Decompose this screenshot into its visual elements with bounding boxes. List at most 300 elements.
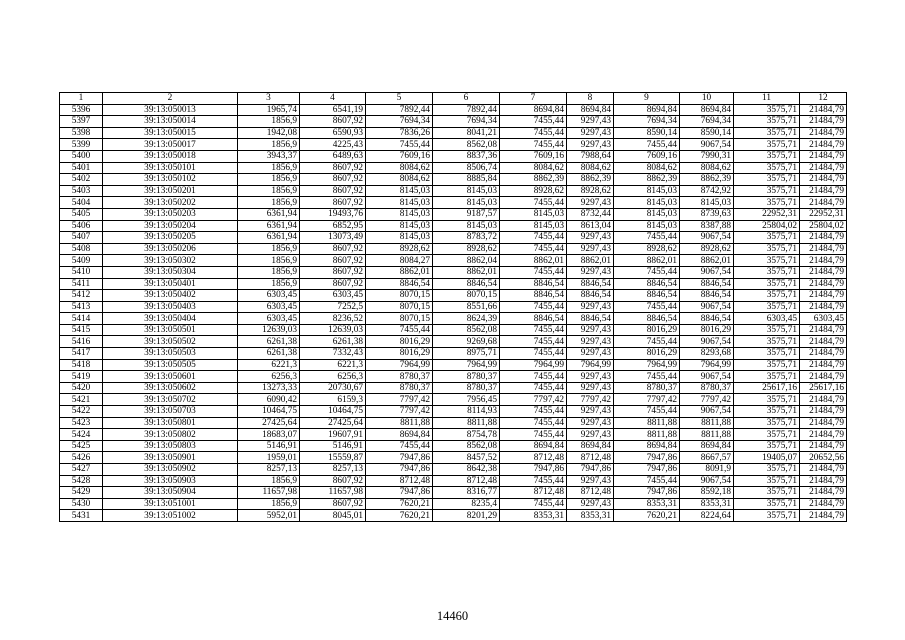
value-cell: 9297,43 xyxy=(567,371,614,383)
value-cell: 3575,71 xyxy=(734,371,800,383)
value-cell: 7947,86 xyxy=(366,487,433,499)
value-cell: 3575,71 xyxy=(734,440,800,452)
value-cell: 13073,49 xyxy=(300,232,366,244)
row-number-cell: 5413 xyxy=(60,301,103,313)
value-cell: 8694,84 xyxy=(567,440,614,452)
value-cell: 8928,62 xyxy=(614,243,680,255)
value-cell: 3575,71 xyxy=(734,162,800,174)
value-cell: 1856,9 xyxy=(238,116,300,128)
value-cell: 21484,79 xyxy=(800,185,847,197)
row-number-cell: 5396 xyxy=(60,104,103,116)
value-cell: 8862,01 xyxy=(680,255,734,267)
cadastral-number-cell: 39:13:050901 xyxy=(103,452,238,464)
value-cell: 1942,08 xyxy=(238,127,300,139)
value-cell: 21484,79 xyxy=(800,359,847,371)
value-cell: 7455,44 xyxy=(500,498,567,510)
value-cell: 7694,34 xyxy=(680,116,734,128)
value-cell: 8712,48 xyxy=(567,452,614,464)
row-number-cell: 5402 xyxy=(60,174,103,186)
value-cell: 6303,45 xyxy=(800,313,847,325)
value-cell: 9067,54 xyxy=(680,301,734,313)
value-cell: 8846,54 xyxy=(500,278,567,290)
cadastral-number-cell: 39:13:050404 xyxy=(103,313,238,325)
value-cell: 6261,38 xyxy=(238,348,300,360)
value-cell: 3575,71 xyxy=(734,464,800,476)
value-cell: 7797,42 xyxy=(500,394,567,406)
value-cell: 21484,79 xyxy=(800,197,847,209)
value-cell: 21484,79 xyxy=(800,348,847,360)
value-cell: 9297,43 xyxy=(567,243,614,255)
value-cell: 8846,54 xyxy=(614,290,680,302)
value-cell: 21484,79 xyxy=(800,243,847,255)
value-cell: 7956,45 xyxy=(433,394,500,406)
value-cell: 3575,71 xyxy=(734,232,800,244)
value-cell: 6303,45 xyxy=(238,290,300,302)
row-number-cell: 5424 xyxy=(60,429,103,441)
value-cell: 5952,01 xyxy=(238,510,300,522)
value-cell: 1856,9 xyxy=(238,162,300,174)
row-number-cell: 5431 xyxy=(60,510,103,522)
cadastral-number-cell: 39:13:050018 xyxy=(103,150,238,162)
value-cell: 9269,68 xyxy=(433,336,500,348)
value-cell: 8070,15 xyxy=(366,290,433,302)
value-cell: 8846,54 xyxy=(567,278,614,290)
value-cell: 7620,21 xyxy=(366,498,433,510)
value-cell: 8811,88 xyxy=(366,417,433,429)
value-cell: 8811,88 xyxy=(614,417,680,429)
value-cell: 8607,92 xyxy=(300,278,366,290)
table-row xyxy=(60,487,847,499)
table-row xyxy=(60,406,847,418)
value-cell: 8016,29 xyxy=(366,348,433,360)
value-cell: 6361,94 xyxy=(238,208,300,220)
value-cell: 7455,44 xyxy=(500,406,567,418)
row-number-cell: 5409 xyxy=(60,255,103,267)
value-cell: 8846,54 xyxy=(614,278,680,290)
table-row xyxy=(60,452,847,464)
data-table xyxy=(59,92,847,522)
value-cell: 20730,67 xyxy=(300,382,366,394)
table-row xyxy=(60,139,847,151)
table-row xyxy=(60,220,847,232)
value-cell: 8846,54 xyxy=(567,313,614,325)
value-cell: 8811,88 xyxy=(680,417,734,429)
cadastral-number-cell: 39:13:050904 xyxy=(103,487,238,499)
value-cell: 8257,13 xyxy=(300,464,366,476)
value-cell: 3575,71 xyxy=(734,266,800,278)
value-cell: 8846,54 xyxy=(614,313,680,325)
value-cell: 8236,52 xyxy=(300,313,366,325)
value-cell: 27425,64 xyxy=(238,417,300,429)
value-cell: 6852,95 xyxy=(300,220,366,232)
value-cell: 9297,43 xyxy=(567,406,614,418)
value-cell: 9297,43 xyxy=(567,197,614,209)
row-number-cell: 5420 xyxy=(60,382,103,394)
value-cell: 6256,3 xyxy=(300,371,366,383)
value-cell: 6361,94 xyxy=(238,232,300,244)
value-cell: 8694,84 xyxy=(680,440,734,452)
cadastral-number-cell: 39:13:050402 xyxy=(103,290,238,302)
value-cell: 9297,43 xyxy=(567,139,614,151)
value-cell: 8145,03 xyxy=(614,220,680,232)
value-cell: 27425,64 xyxy=(300,417,366,429)
value-cell: 7455,44 xyxy=(614,139,680,151)
row-number-cell: 5398 xyxy=(60,127,103,139)
value-cell: 3575,71 xyxy=(734,185,800,197)
value-cell: 8084,62 xyxy=(567,162,614,174)
table-row xyxy=(60,150,847,162)
cadastral-number-cell: 39:13:050201 xyxy=(103,185,238,197)
value-cell: 8145,03 xyxy=(500,220,567,232)
value-cell: 7455,44 xyxy=(500,197,567,209)
value-cell: 21484,79 xyxy=(800,487,847,499)
value-cell: 19607,91 xyxy=(300,429,366,441)
value-cell: 7609,16 xyxy=(500,150,567,162)
value-cell: 8257,13 xyxy=(238,464,300,476)
value-cell: 8607,92 xyxy=(300,498,366,510)
value-cell: 8201,29 xyxy=(433,510,500,522)
value-cell: 9297,43 xyxy=(567,382,614,394)
value-cell: 6361,94 xyxy=(238,220,300,232)
value-cell: 8506,74 xyxy=(433,162,500,174)
table-row xyxy=(60,348,847,360)
value-cell: 7455,44 xyxy=(500,301,567,313)
table-row xyxy=(60,197,847,209)
value-cell: 1856,9 xyxy=(238,266,300,278)
value-cell: 8837,36 xyxy=(433,150,500,162)
table-row xyxy=(60,116,847,128)
value-cell: 21484,79 xyxy=(800,174,847,186)
value-cell: 8145,03 xyxy=(366,208,433,220)
value-cell: 7455,44 xyxy=(614,475,680,487)
value-cell: 7455,44 xyxy=(614,371,680,383)
value-cell: 8780,37 xyxy=(366,382,433,394)
value-cell: 3575,71 xyxy=(734,290,800,302)
value-cell: 7252,5 xyxy=(300,301,366,313)
row-number-cell: 5403 xyxy=(60,185,103,197)
value-cell: 8016,29 xyxy=(680,324,734,336)
value-cell: 8562,08 xyxy=(433,440,500,452)
value-cell: 9067,54 xyxy=(680,406,734,418)
value-cell: 9297,43 xyxy=(567,417,614,429)
value-cell: 8862,01 xyxy=(614,255,680,267)
value-cell: 8928,62 xyxy=(433,243,500,255)
column-header: 4 xyxy=(300,93,366,105)
value-cell: 8353,31 xyxy=(567,510,614,522)
value-cell: 21484,79 xyxy=(800,429,847,441)
value-cell: 7455,44 xyxy=(614,301,680,313)
value-cell: 8145,03 xyxy=(500,208,567,220)
value-cell: 12639,03 xyxy=(238,324,300,336)
value-cell: 7947,86 xyxy=(366,464,433,476)
value-cell: 7455,44 xyxy=(500,417,567,429)
value-cell: 8016,29 xyxy=(614,348,680,360)
table-row xyxy=(60,104,847,116)
value-cell: 6590,93 xyxy=(300,127,366,139)
cadastral-number-cell: 39:13:050903 xyxy=(103,475,238,487)
cadastral-number-cell: 39:13:050101 xyxy=(103,162,238,174)
value-cell: 1965,74 xyxy=(238,104,300,116)
value-cell: 9297,43 xyxy=(567,232,614,244)
row-number-cell: 5422 xyxy=(60,406,103,418)
value-cell: 8694,84 xyxy=(614,104,680,116)
value-cell: 9297,43 xyxy=(567,324,614,336)
value-cell: 8694,84 xyxy=(614,440,680,452)
value-cell: 1856,9 xyxy=(238,197,300,209)
value-cell: 8562,08 xyxy=(433,324,500,336)
value-cell: 8607,92 xyxy=(300,266,366,278)
cadastral-number-cell: 39:13:051001 xyxy=(103,498,238,510)
value-cell: 8607,92 xyxy=(300,255,366,267)
value-cell: 8862,39 xyxy=(614,174,680,186)
value-cell: 21484,79 xyxy=(800,498,847,510)
value-cell: 8975,71 xyxy=(433,348,500,360)
value-cell: 21484,79 xyxy=(800,406,847,418)
value-cell: 3575,71 xyxy=(734,104,800,116)
value-cell: 8145,03 xyxy=(433,220,500,232)
value-cell: 8084,62 xyxy=(614,162,680,174)
value-cell: 8732,44 xyxy=(567,208,614,220)
cadastral-number-cell: 39:13:050102 xyxy=(103,174,238,186)
value-cell: 8084,62 xyxy=(366,174,433,186)
value-cell: 3943,37 xyxy=(238,150,300,162)
value-cell: 21484,79 xyxy=(800,290,847,302)
value-cell: 8607,92 xyxy=(300,475,366,487)
value-cell: 8624,39 xyxy=(433,313,500,325)
value-cell: 8316,77 xyxy=(433,487,500,499)
value-cell: 7455,44 xyxy=(500,127,567,139)
value-cell: 8145,03 xyxy=(366,185,433,197)
value-cell: 25804,02 xyxy=(800,220,847,232)
row-number-cell: 5397 xyxy=(60,116,103,128)
value-cell: 9067,54 xyxy=(680,232,734,244)
value-cell: 8016,29 xyxy=(366,336,433,348)
value-cell: 9297,43 xyxy=(567,348,614,360)
value-cell: 8070,15 xyxy=(366,313,433,325)
value-cell: 7964,99 xyxy=(366,359,433,371)
table-row xyxy=(60,174,847,186)
value-cell: 21484,79 xyxy=(800,266,847,278)
value-cell: 19405,07 xyxy=(734,452,800,464)
value-cell: 8562,08 xyxy=(433,139,500,151)
value-cell: 8070,15 xyxy=(366,301,433,313)
cadastral-number-cell: 39:13:050403 xyxy=(103,301,238,313)
row-number-cell: 5430 xyxy=(60,498,103,510)
cadastral-number-cell: 39:13:050204 xyxy=(103,220,238,232)
value-cell: 21484,79 xyxy=(800,116,847,128)
value-cell: 7947,86 xyxy=(614,487,680,499)
value-cell: 7694,34 xyxy=(366,116,433,128)
row-number-cell: 5427 xyxy=(60,464,103,476)
value-cell: 11657,98 xyxy=(300,487,366,499)
value-cell: 3575,71 xyxy=(734,429,800,441)
value-cell: 7964,99 xyxy=(680,359,734,371)
value-cell: 3575,71 xyxy=(734,394,800,406)
value-cell: 6303,45 xyxy=(734,313,800,325)
value-cell: 1856,9 xyxy=(238,174,300,186)
value-cell: 8742,92 xyxy=(680,185,734,197)
value-cell: 3575,71 xyxy=(734,197,800,209)
column-header: 8 xyxy=(567,93,614,105)
value-cell: 8862,01 xyxy=(500,255,567,267)
column-header: 3 xyxy=(238,93,300,105)
cadastral-number-cell: 39:13:050015 xyxy=(103,127,238,139)
value-cell: 8353,31 xyxy=(680,498,734,510)
value-cell: 8091,9 xyxy=(680,464,734,476)
value-cell: 3575,71 xyxy=(734,116,800,128)
value-cell: 8590,14 xyxy=(614,127,680,139)
value-cell: 7455,44 xyxy=(500,336,567,348)
row-number-cell: 5417 xyxy=(60,348,103,360)
value-cell: 3575,71 xyxy=(734,510,800,522)
value-cell: 8070,15 xyxy=(433,290,500,302)
value-cell: 7947,86 xyxy=(500,464,567,476)
value-cell: 8016,29 xyxy=(614,324,680,336)
value-cell: 3575,71 xyxy=(734,174,800,186)
value-cell: 8783,72 xyxy=(433,232,500,244)
cadastral-number-cell: 39:13:050014 xyxy=(103,116,238,128)
value-cell: 8145,03 xyxy=(614,185,680,197)
value-cell: 8353,31 xyxy=(500,510,567,522)
value-cell: 8551,66 xyxy=(433,301,500,313)
value-cell: 8811,88 xyxy=(614,429,680,441)
value-cell: 8084,62 xyxy=(680,162,734,174)
value-cell: 7455,44 xyxy=(366,440,433,452)
value-cell: 6090,42 xyxy=(238,394,300,406)
value-cell: 21484,79 xyxy=(800,417,847,429)
column-header: 9 xyxy=(614,93,680,105)
cadastral-number-cell: 39:13:050013 xyxy=(103,104,238,116)
row-number-cell: 5401 xyxy=(60,162,103,174)
row-number-cell: 5416 xyxy=(60,336,103,348)
value-cell: 6261,38 xyxy=(238,336,300,348)
cadastral-number-cell: 39:13:050703 xyxy=(103,406,238,418)
value-cell: 8613,04 xyxy=(567,220,614,232)
value-cell: 7836,26 xyxy=(366,127,433,139)
value-cell: 8928,62 xyxy=(680,243,734,255)
table-row xyxy=(60,475,847,487)
value-cell: 8694,84 xyxy=(366,429,433,441)
table-row xyxy=(60,498,847,510)
value-cell: 8780,37 xyxy=(614,382,680,394)
value-cell: 8862,39 xyxy=(567,174,614,186)
value-cell: 5146,91 xyxy=(300,440,366,452)
value-cell: 7797,42 xyxy=(366,406,433,418)
value-cell: 3575,71 xyxy=(734,255,800,267)
value-cell: 8607,92 xyxy=(300,162,366,174)
table-row xyxy=(60,510,847,522)
value-cell: 8928,62 xyxy=(567,185,614,197)
value-cell: 7455,44 xyxy=(500,475,567,487)
value-cell: 3575,71 xyxy=(734,336,800,348)
value-cell: 10464,75 xyxy=(238,406,300,418)
value-cell: 7620,21 xyxy=(366,510,433,522)
table-row xyxy=(60,232,847,244)
value-cell: 8607,92 xyxy=(300,185,366,197)
cadastral-number-cell: 39:13:050803 xyxy=(103,440,238,452)
value-cell: 21484,79 xyxy=(800,464,847,476)
table-row xyxy=(60,464,847,476)
value-cell: 8607,92 xyxy=(300,116,366,128)
row-number-cell: 5419 xyxy=(60,371,103,383)
value-cell: 8590,14 xyxy=(680,127,734,139)
value-cell: 8846,54 xyxy=(567,290,614,302)
value-cell: 7964,99 xyxy=(500,359,567,371)
value-cell: 8862,39 xyxy=(680,174,734,186)
value-cell: 8457,52 xyxy=(433,452,500,464)
value-cell: 8846,54 xyxy=(366,278,433,290)
value-cell: 8235,4 xyxy=(433,498,500,510)
table-row xyxy=(60,266,847,278)
column-header: 7 xyxy=(500,93,567,105)
value-cell: 7797,42 xyxy=(614,394,680,406)
value-cell: 8224,64 xyxy=(680,510,734,522)
value-cell: 8041,21 xyxy=(433,127,500,139)
value-cell: 8846,54 xyxy=(500,313,567,325)
value-cell: 8739,63 xyxy=(680,208,734,220)
value-cell: 3575,71 xyxy=(734,417,800,429)
value-cell: 8862,04 xyxy=(433,255,500,267)
value-cell: 9067,54 xyxy=(680,336,734,348)
cadastral-number-cell: 39:13:050017 xyxy=(103,139,238,151)
cadastral-number-cell: 39:13:050205 xyxy=(103,232,238,244)
row-number-cell: 5406 xyxy=(60,220,103,232)
cadastral-number-cell: 39:13:050304 xyxy=(103,266,238,278)
value-cell: 3575,71 xyxy=(734,324,800,336)
row-number-cell: 5428 xyxy=(60,475,103,487)
value-cell: 6303,45 xyxy=(238,301,300,313)
value-cell: 8387,88 xyxy=(680,220,734,232)
value-cell: 1959,01 xyxy=(238,452,300,464)
value-cell: 8694,84 xyxy=(680,104,734,116)
value-cell: 21484,79 xyxy=(800,510,847,522)
value-cell: 21484,79 xyxy=(800,255,847,267)
cadastral-number-cell: 39:13:050203 xyxy=(103,208,238,220)
row-number-cell: 5400 xyxy=(60,150,103,162)
table-row xyxy=(60,162,847,174)
value-cell: 3575,71 xyxy=(734,487,800,499)
value-cell: 7455,44 xyxy=(500,243,567,255)
value-cell: 4225,43 xyxy=(300,139,366,151)
cadastral-number-cell: 39:13:050802 xyxy=(103,429,238,441)
value-cell: 1856,9 xyxy=(238,498,300,510)
value-cell: 8712,48 xyxy=(500,487,567,499)
value-cell: 7455,44 xyxy=(500,324,567,336)
cadastral-number-cell: 39:13:050501 xyxy=(103,324,238,336)
table-row xyxy=(60,336,847,348)
page-number: 14460 xyxy=(436,609,469,623)
value-cell: 8846,54 xyxy=(680,290,734,302)
value-cell: 7797,42 xyxy=(366,394,433,406)
value-cell: 8114,93 xyxy=(433,406,500,418)
value-cell: 7455,44 xyxy=(500,429,567,441)
value-cell: 6303,45 xyxy=(300,290,366,302)
column-header: 11 xyxy=(734,93,800,105)
value-cell: 7892,44 xyxy=(366,104,433,116)
table-row xyxy=(60,440,847,452)
value-cell: 25617,16 xyxy=(800,382,847,394)
value-cell: 9297,43 xyxy=(567,127,614,139)
value-cell: 3575,71 xyxy=(734,150,800,162)
value-cell: 7455,44 xyxy=(614,336,680,348)
row-number-cell: 5423 xyxy=(60,417,103,429)
value-cell: 8145,03 xyxy=(680,197,734,209)
row-number-cell: 5407 xyxy=(60,232,103,244)
value-cell: 8145,03 xyxy=(366,232,433,244)
value-cell: 21484,79 xyxy=(800,104,847,116)
value-cell: 22952,31 xyxy=(800,208,847,220)
header-row xyxy=(60,93,847,105)
